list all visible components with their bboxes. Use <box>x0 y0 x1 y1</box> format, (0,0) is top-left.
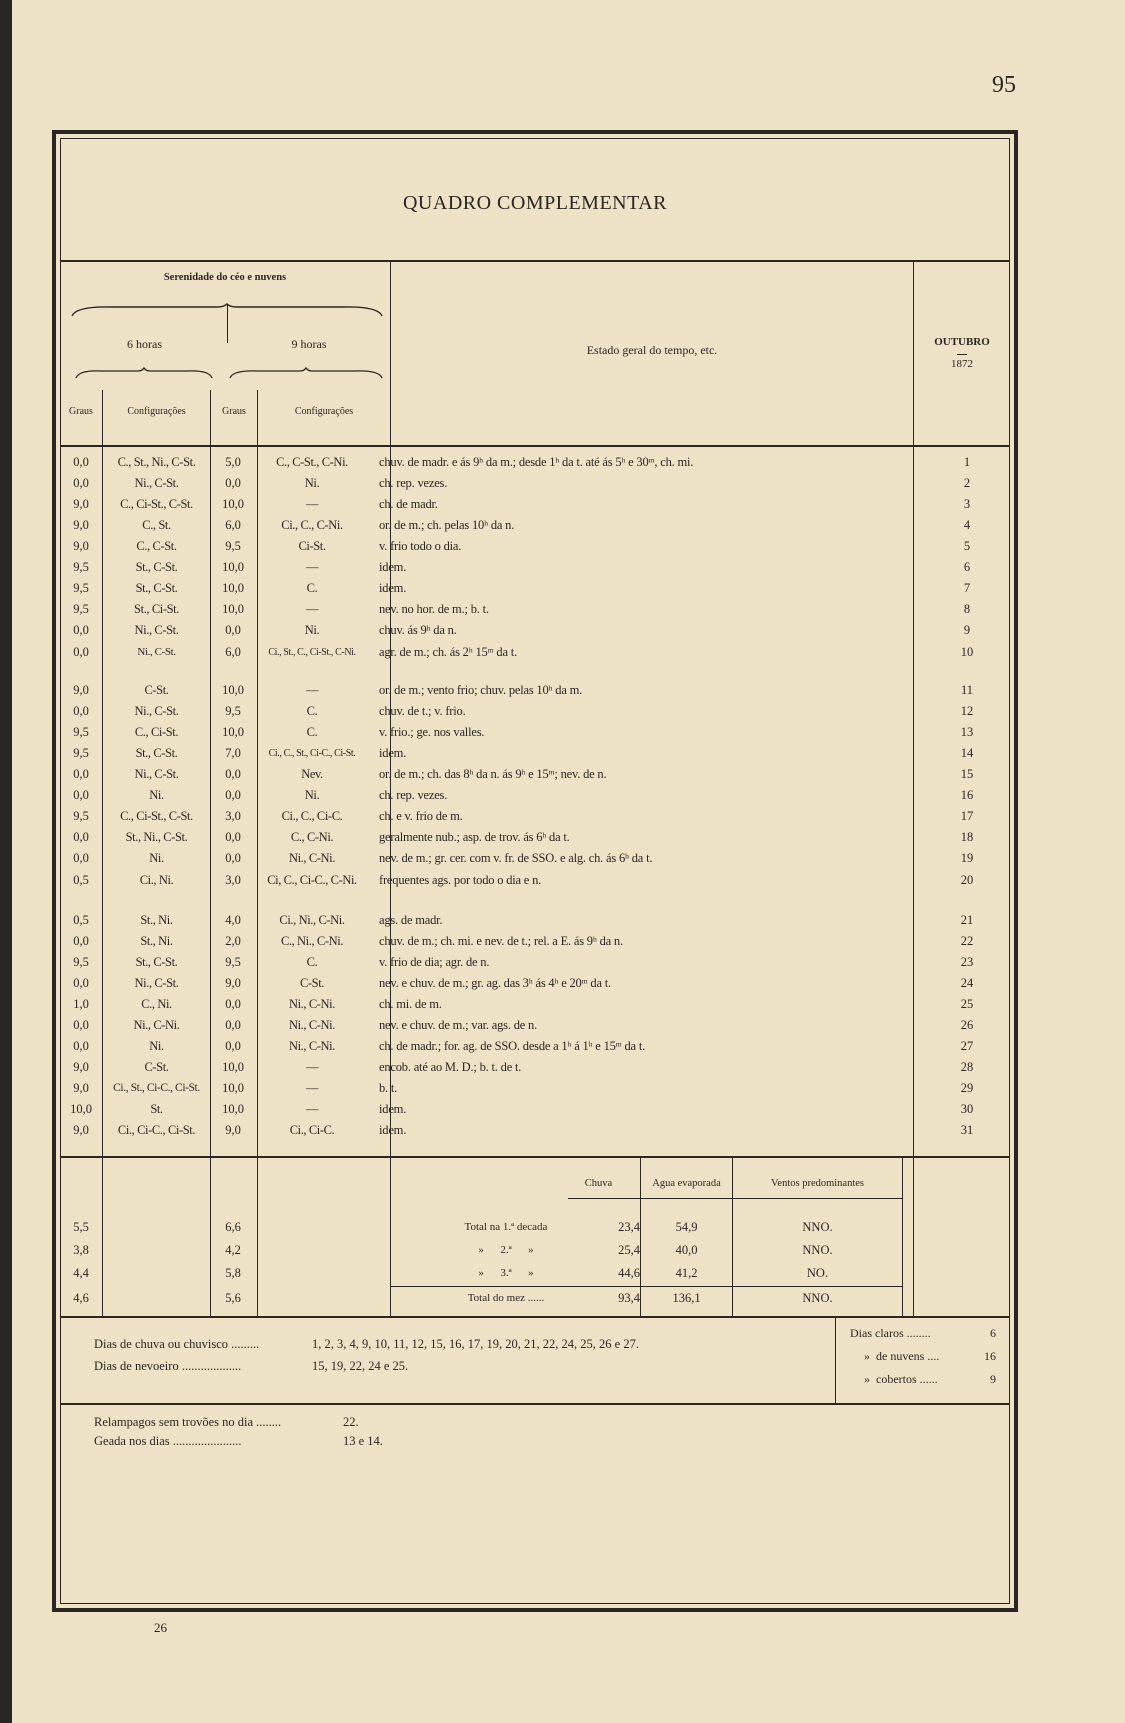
table-row <box>60 494 1010 515</box>
table-cell: Nev. <box>301 767 323 781</box>
dias-claros-value: 6 <box>990 1326 996 1340</box>
table-cell: 11 <box>960 683 974 697</box>
table-cell: C., C-Ni. <box>290 830 334 844</box>
table-cell: Ni., C-St. <box>134 767 179 781</box>
table-cell: 5 <box>963 539 971 553</box>
table-cell: C., St. <box>142 518 171 532</box>
dias-cobertos-value: 9 <box>990 1372 996 1386</box>
table-cell: nev. no hor. de m.; b. t. <box>379 602 489 616</box>
table-cell: 10,0 <box>222 683 244 697</box>
table-cell: Ni., C-Ni. <box>133 1018 180 1032</box>
table-cell: — <box>305 1060 319 1074</box>
table-cell: Ni. <box>149 851 164 865</box>
table-cell: Ni., C-Ni. <box>288 1018 335 1032</box>
table-cell: 0,0 <box>225 623 241 637</box>
table-cell: 7,0 <box>225 746 241 760</box>
page-title: QUADRO COMPLEMENTAR <box>402 192 668 214</box>
table-cell: Ni., C-St. <box>134 476 179 490</box>
table-cell: 0,0 <box>225 788 241 802</box>
table-cell: ch. e v. frio de m. <box>379 809 463 823</box>
table-cell: 93,4 <box>618 1291 640 1305</box>
table-cell: 9,0 <box>73 1123 89 1137</box>
table-row <box>60 764 1010 785</box>
table-cell: 0,0 <box>73 476 89 490</box>
table-cell: 28 <box>960 1060 974 1074</box>
table-cell: nev. e chuv. de m.; var. ags. de n. <box>379 1018 537 1032</box>
table-cell: 25 <box>960 997 974 1011</box>
table-cell: C. <box>306 581 318 595</box>
table-cell: 4,2 <box>225 1243 241 1257</box>
table-cell: ch. de madr. <box>379 497 438 511</box>
table-cell: 0,0 <box>73 976 89 990</box>
summary-top-rule <box>60 1156 1010 1158</box>
table-cell: 54,9 <box>675 1220 698 1234</box>
table-cell: C., Ni., C-Ni. <box>280 934 344 948</box>
table-cell: 4 <box>963 518 971 532</box>
table-cell: C., Ci-St. <box>134 725 179 739</box>
table-cell: — <box>305 602 319 616</box>
table-cell: Ni. <box>304 788 320 802</box>
table-cell: ags. de madr. <box>379 913 443 927</box>
table-cell: 3,8 <box>73 1243 89 1257</box>
table-cell: 23,4 <box>618 1220 640 1234</box>
dias-chuva-value: 1, 2, 3, 4, 9, 10, 11, 12, 15, 16, 17, 19, 20, 21, 22, 24, 25, 26 e 27. <box>312 1337 639 1351</box>
table-cell: C., Ci-St., C-St. <box>120 497 193 511</box>
table-cell: Ni., C-St. <box>134 976 179 990</box>
table-cell: C., C-St. <box>136 539 177 553</box>
table-cell: or. de m.; ch. das 8ʰ da n. ás 9ʰ e 15ᵐ; nev. de n. <box>379 767 607 781</box>
table-cell: Total na 1.ª decada <box>464 1221 548 1233</box>
table-cell: or. de m.; ch. pelas 10ʰ da n. <box>379 518 515 532</box>
table-cell: 27 <box>960 1039 974 1053</box>
table-row <box>60 722 1010 743</box>
table-cell: 0,0 <box>73 934 89 948</box>
table-cell: NNO. <box>802 1220 833 1234</box>
table-cell: NNO. <box>802 1291 833 1305</box>
dias-top-rule <box>60 1316 1010 1318</box>
table-cell: 19 <box>960 851 974 865</box>
header-9-horas: 9 horas <box>291 337 327 351</box>
table-cell: C-St. <box>299 976 325 990</box>
header-agua: Agua evaporada <box>652 1178 721 1189</box>
table-cell: — <box>305 1102 319 1116</box>
table-cell: Ci., St., C., Ci-St., C-Ni. <box>268 647 356 658</box>
table-cell: » 2.ª » <box>478 1244 534 1256</box>
table-cell: 2 <box>963 476 971 490</box>
table-cell: idem. <box>379 1123 407 1137</box>
table-cell: 17 <box>960 809 974 823</box>
table-cell: 10 <box>960 645 974 659</box>
table-cell: 6,0 <box>225 645 241 659</box>
table-cell: 0,0 <box>225 476 241 490</box>
table-cell: 10,0 <box>222 560 244 574</box>
table-cell: Ni., C-St. <box>134 704 179 718</box>
table-cell: 0,0 <box>225 1039 241 1053</box>
table-cell: 9,5 <box>73 955 89 969</box>
table-cell: 23 <box>960 955 974 969</box>
table-cell: 10,0 <box>222 602 244 616</box>
table-row <box>60 620 1010 641</box>
table-cell: 9,5 <box>225 704 241 718</box>
table-cell: 16 <box>960 788 974 802</box>
table-cell: 0,0 <box>73 788 89 802</box>
table-cell: St., Ci-St. <box>134 602 179 616</box>
table-cell: 10,0 <box>70 1102 92 1116</box>
table-cell: v. frio de dia; agr. de n. <box>379 955 490 969</box>
table-cell: 0,0 <box>73 645 89 659</box>
table-cell: C-St. <box>144 683 169 697</box>
table-cell: 0,0 <box>225 851 241 865</box>
table-row <box>60 680 1010 701</box>
table-cell: 10,0 <box>222 1060 244 1074</box>
table-cell: 4,0 <box>225 913 241 927</box>
table-cell: C-St. <box>144 1060 169 1074</box>
table-cell: Ci-St. <box>298 539 326 553</box>
table-cell: 5,5 <box>73 1220 89 1234</box>
table-cell: 0,0 <box>225 767 241 781</box>
table-cell: Ni. <box>304 623 320 637</box>
table-cell: Ci., C., Ci-C. <box>281 809 343 823</box>
page-number: 95 <box>992 72 1016 98</box>
table-cell: ch. de madr.; for. ag. de SSO. desde a 1ʰ á 1ʰ e 15ᵐ da t. <box>379 1039 646 1053</box>
dias-nevoeiro-value: 15, 19, 22, 24 e 25. <box>312 1359 409 1373</box>
table-cell: nev. e chuv. de m.; gr. ag. das 3ʰ ás 4ʰ e 20ᵐ da t. <box>379 976 611 990</box>
table-row <box>60 848 1010 869</box>
table-cell: 18 <box>960 830 974 844</box>
table-cell: 9,5 <box>73 725 89 739</box>
relampagos-label: Relampagos sem trovões no dia ........ <box>94 1415 282 1429</box>
table-cell: 9,0 <box>73 1060 89 1074</box>
table-cell: encob. até ao M. D.; b. t. de t. <box>379 1060 522 1074</box>
table-cell: 3,0 <box>225 873 241 887</box>
table-cell: ch. mi. de m. <box>379 997 442 1011</box>
table-cell: C., Ci-St., C-St. <box>120 809 193 823</box>
table-cell: 5,8 <box>225 1266 241 1280</box>
table-cell: C. <box>306 704 318 718</box>
table-cell: 5,6 <box>225 1291 241 1305</box>
table-cell: — <box>305 683 319 697</box>
header-estado: Estado geral do tempo, etc. <box>586 343 718 357</box>
table-cell: 0,0 <box>73 830 89 844</box>
header-mes-underline <box>957 354 967 355</box>
brace-serenidade <box>72 304 382 318</box>
table-cell: or. de m.; vento frio; chuv. pelas 10ʰ da m. <box>379 683 583 697</box>
table-cell: Ci., Ni. <box>139 873 174 887</box>
table-row <box>60 827 1010 848</box>
table-cell: 0,0 <box>225 1018 241 1032</box>
table-cell: 0,5 <box>73 873 89 887</box>
table-cell: 1,0 <box>73 997 89 1011</box>
table-cell: — <box>305 560 319 574</box>
table-row <box>60 1036 1010 1057</box>
table-cell: 21 <box>960 913 974 927</box>
table-cell: 9,5 <box>225 955 241 969</box>
table-cell: Ci., Ci-C. <box>289 1123 335 1137</box>
table-cell: 0,0 <box>73 767 89 781</box>
table-cell: idem. <box>379 560 407 574</box>
table-cell: 9,0 <box>225 976 241 990</box>
table-row <box>60 910 1010 931</box>
table-cell: St., C-St. <box>135 560 178 574</box>
table-cell: Ci., C., St., Ci-C., Ci-St. <box>268 748 356 759</box>
summary-row <box>60 1216 1010 1238</box>
table-cell: b. t. <box>379 1081 398 1095</box>
geada-value: 13 e 14. <box>343 1434 383 1448</box>
table-cell: 10,0 <box>222 1102 244 1116</box>
table-cell: 0,0 <box>73 1039 89 1053</box>
table-cell: Ci., St., Ci-C., Ci-St. <box>113 1082 200 1094</box>
dias-nuvens-label: » de nuvens .... <box>864 1349 940 1363</box>
table-cell: nev. de m.; gr. cer. com v. fr. de SSO. e alg. ch. ás 6ʰ da t. <box>379 851 653 865</box>
table-cell: v. frio.; ge. nos valles. <box>379 725 485 739</box>
brace-6-horas <box>76 368 212 380</box>
table-cell: idem. <box>379 746 407 760</box>
table-cell: 8 <box>963 602 971 616</box>
table-cell: frequentes ags. por todo o dia e n. <box>379 873 542 887</box>
footer-mark: 26 <box>154 1620 167 1635</box>
table-row <box>60 642 1010 663</box>
table-cell: — <box>305 497 319 511</box>
table-cell: 15 <box>960 767 974 781</box>
table-cell: 0,0 <box>225 830 241 844</box>
header-ventos: Ventos predominantes <box>770 1178 865 1189</box>
table-cell: NNO. <box>802 1243 833 1257</box>
table-cell: St., C-St. <box>135 746 178 760</box>
header-graus-6: Graus <box>69 406 93 417</box>
table-cell: St. <box>150 1102 163 1116</box>
header-config-6: Configurações <box>127 406 186 417</box>
notas-top-rule <box>60 1403 1010 1405</box>
table-row <box>60 599 1010 620</box>
table-row <box>60 578 1010 599</box>
geada-label: Geada nos dias ...................... <box>94 1434 242 1448</box>
table-cell: 26 <box>960 1018 974 1032</box>
table-cell: 9,5 <box>73 560 89 574</box>
table-cell: 10,0 <box>222 725 244 739</box>
table-cell: Ni., C-St. <box>134 623 179 637</box>
table-cell: Ni., C-Ni. <box>288 851 335 865</box>
table-row <box>60 973 1010 994</box>
table-cell: 9,5 <box>73 809 89 823</box>
table-row <box>60 743 1010 764</box>
table-cell: ch. rep. vezes. <box>379 476 448 490</box>
header-6-horas: 6 horas <box>127 337 162 351</box>
summary-row <box>60 1262 1010 1284</box>
table-row <box>60 701 1010 722</box>
table-cell: 0,0 <box>225 997 241 1011</box>
table-row <box>60 952 1010 973</box>
table-cell: 30 <box>960 1102 974 1116</box>
table-cell: 0,0 <box>73 623 89 637</box>
table-cell: C. <box>306 955 318 969</box>
table-cell: chuv. ás 9ʰ da n. <box>379 623 457 637</box>
table-cell: Ni. <box>304 476 320 490</box>
table-cell: St., C-St. <box>135 955 178 969</box>
table-cell: 7 <box>963 581 971 595</box>
table-row <box>60 994 1010 1015</box>
header-ano: 1872 <box>951 358 973 370</box>
table-row <box>60 931 1010 952</box>
summary-row <box>60 1239 1010 1261</box>
table-cell: 6,6 <box>225 1220 241 1234</box>
table-cell: chuv. de m.; ch. mi. e nev. de t.; rel. a E. ás 9ʰ da n. <box>379 934 623 948</box>
header-serenidade: Serenidade do céo e nuvens <box>163 272 287 283</box>
table-cell: 9,5 <box>73 602 89 616</box>
table-cell: 3,0 <box>225 809 241 823</box>
header-config-9: Configurações <box>294 406 354 417</box>
table-cell: Ci., C., C-Ni. <box>281 518 343 532</box>
table-cell: Ni. <box>149 1039 164 1053</box>
table-cell: — <box>305 1081 319 1095</box>
table-cell: St., Ni., C-St. <box>125 830 188 844</box>
table-cell: Ni. <box>149 788 164 802</box>
dias-nevoeiro-label: Dias de nevoeiro ................... <box>94 1359 242 1373</box>
table-cell: chuv. de t.; v. frio. <box>379 704 466 718</box>
table-cell: C., Ni. <box>141 997 172 1011</box>
table-cell: 9,0 <box>225 1123 241 1137</box>
table-cell: 0,5 <box>73 913 89 927</box>
col-divider-dias <box>835 1317 836 1403</box>
table-cell: 0,0 <box>73 1018 89 1032</box>
dias-chuva-label: Dias de chuva ou chuvisco ......... <box>94 1337 260 1351</box>
table-cell: 20 <box>960 873 974 887</box>
brace-9-horas <box>230 368 382 380</box>
table-cell: 25,4 <box>618 1243 640 1257</box>
table-cell: 9,0 <box>73 518 89 532</box>
table-cell: C., St., Ni., C-St. <box>117 455 196 469</box>
table-cell: agr. de m.; ch. ás 2ʰ 15ᵐ da t. <box>379 645 517 659</box>
table-row <box>60 806 1010 827</box>
header-mes: OUTUBRO <box>934 336 990 348</box>
table-row <box>60 870 1010 891</box>
table-cell: 24 <box>960 976 974 990</box>
table-cell: 14 <box>960 746 974 760</box>
table-cell: 4,4 <box>73 1266 89 1280</box>
table-cell: 136,1 <box>672 1291 701 1305</box>
summary-header-rule <box>568 1198 902 1199</box>
table-cell: 6,0 <box>225 518 241 532</box>
page <box>12 0 1125 1723</box>
table-cell: 2,0 <box>225 934 241 948</box>
dias-claros-label: Dias claros ........ <box>850 1326 931 1340</box>
table-cell: 9 <box>963 623 971 637</box>
dias-nuvens-value: 16 <box>984 1349 996 1363</box>
table-cell: 9,5 <box>73 746 89 760</box>
table-row <box>60 785 1010 806</box>
table-row <box>60 1099 1010 1120</box>
table-cell: St., Ni. <box>140 913 173 927</box>
table-row <box>60 1120 1010 1141</box>
table-cell: 0,0 <box>73 851 89 865</box>
table-cell: ch. rep. vezes. <box>379 788 448 802</box>
header-graus-9: Graus <box>222 406 246 417</box>
table-cell: 10,0 <box>222 1081 244 1095</box>
table-cell: geralmente nub.; asp. de trov. ás 6ʰ da t. <box>379 830 570 844</box>
table-cell: 31 <box>960 1123 974 1137</box>
table-cell: Ni., C-Ni. <box>288 997 335 1011</box>
table-cell: St., C-St. <box>135 581 178 595</box>
table-cell: Ni., C-St. <box>137 646 176 658</box>
table-cell: 12 <box>960 704 974 718</box>
table-cell: » 3.ª » <box>478 1267 534 1279</box>
table-cell: Ni., C-Ni. <box>288 1039 335 1053</box>
table-cell: chuv. de madr. e ás 9ʰ da m.; desde 1ʰ da t. até ás 5ʰ e 30ᵐ, ch. mi. <box>379 455 694 469</box>
table-cell: 22 <box>960 934 974 948</box>
table-cell: Total do mez ...... <box>467 1292 545 1304</box>
table-row <box>60 452 1010 473</box>
table-cell: Ci., Ni., C-Ni. <box>279 913 345 927</box>
header-top-rule <box>60 260 1010 262</box>
table-row <box>60 536 1010 557</box>
dias-cobertos-label: » cobertos ...... <box>864 1372 938 1386</box>
table-row <box>60 557 1010 578</box>
table-cell: 13 <box>960 725 974 739</box>
table-cell: 0,0 <box>73 704 89 718</box>
table-cell: 0,0 <box>73 455 89 469</box>
table-cell: 9,0 <box>73 1081 89 1095</box>
table-cell: v. frio todo o dia. <box>379 539 462 553</box>
table-row <box>60 1057 1010 1078</box>
table-cell: idem. <box>379 581 407 595</box>
table-cell: NO. <box>806 1266 829 1280</box>
table-cell: St., Ni. <box>140 934 173 948</box>
table-row <box>60 1078 1010 1099</box>
relampagos-value: 22. <box>343 1415 359 1429</box>
table-cell: Ci, C., Ci-C., C-Ni. <box>267 873 357 887</box>
table-cell: 9,0 <box>73 539 89 553</box>
header-bottom-rule <box>60 445 1010 447</box>
table-cell: 40,0 <box>675 1243 698 1257</box>
table-cell: C. <box>306 725 318 739</box>
table-cell: Ci., Ci-C., Ci-St. <box>117 1123 196 1137</box>
table-cell: 5,0 <box>225 455 241 469</box>
table-row <box>60 1015 1010 1036</box>
header-chuva: Chuva <box>584 1178 613 1189</box>
table-row <box>60 473 1010 494</box>
table-cell: 44,6 <box>618 1266 640 1280</box>
table-cell: 3 <box>963 497 971 511</box>
table-cell: 9,0 <box>73 683 89 697</box>
table-cell: 1 <box>963 455 971 469</box>
table-cell: 10,0 <box>222 581 244 595</box>
table-cell: 9,0 <box>73 497 89 511</box>
table-cell: 6 <box>963 560 971 574</box>
table-cell: 10,0 <box>222 497 244 511</box>
table-cell: 29 <box>960 1081 974 1095</box>
table-row <box>60 515 1010 536</box>
table-cell: 4,6 <box>73 1291 89 1305</box>
table-cell: idem. <box>379 1102 407 1116</box>
summary-row <box>60 1287 1010 1309</box>
table-cell: 9,5 <box>73 581 89 595</box>
table-cell: 41,2 <box>675 1266 698 1280</box>
table-cell: C., C-St., C-Ni. <box>276 455 348 469</box>
table-cell: 9,5 <box>225 539 241 553</box>
